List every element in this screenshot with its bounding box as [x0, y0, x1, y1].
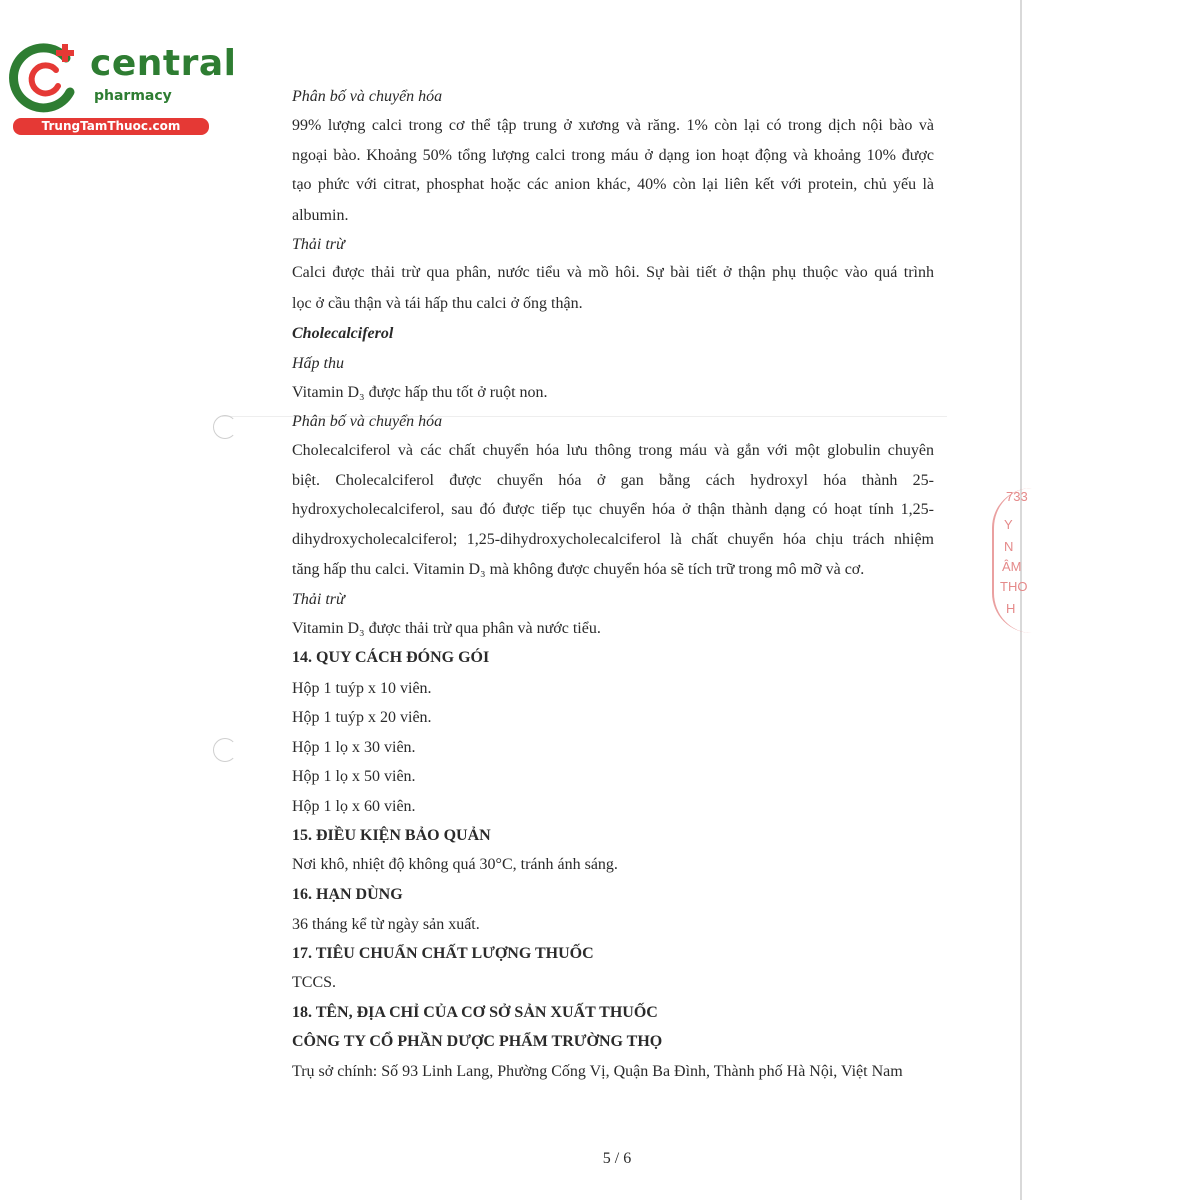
calci-elimination-heading: Thải trừ — [292, 236, 345, 253]
cholecalciferol-absorption-heading: Hấp thu — [292, 355, 344, 372]
calci-distribution-heading: Phân bố và chuyển hóa — [292, 88, 443, 105]
section-18-heading: 18. TÊN, ĐỊA CHỈ CỦA CƠ SỞ SẢN XUẤT THUỐC — [292, 1004, 658, 1021]
cholecalciferol-elimination-text: Vitamin D₃ được thải trừ qua phân và nước tiểu. — [292, 620, 601, 637]
cholecalciferol-heading: Cholecalciferol — [292, 325, 394, 342]
packaging-item: Hộp 1 lọ x 50 viên. — [292, 768, 416, 785]
quality-standard-text: TCCS. — [292, 974, 337, 991]
logo-brand-text: central — [90, 43, 237, 84]
stamp-char: H — [1006, 601, 1016, 616]
section-17-heading: 17. TIÊU CHUẨN CHẤT LƯỢNG THUỐC — [292, 945, 594, 962]
calci-distribution-text: albumin. — [292, 207, 349, 224]
calci-elimination-text: lọc ở cầu thận và tái hấp thu calci ở ống thận. — [292, 295, 583, 312]
calci-distribution-text: ngoại bào. Khoảng 50% tổng lượng calci trong máu ở dạng ion hoạt động và khoảng 10% được — [292, 147, 934, 164]
central-pharmacy-logo[interactable] — [8, 36, 237, 136]
cholecalciferol-distribution-text: Cholecalciferol và các chất chuyển hóa lưu thông trong máu và gắn với một globulin chuyên — [292, 442, 934, 459]
manufacturer-address: Trụ sở chính: Số 93 Linh Lang, Phường Cống Vị, Quận Ba Đình, Thành phố Hà Nội, Việt Nam — [292, 1063, 903, 1080]
stamp-char: N — [1004, 539, 1014, 554]
calci-elimination-text: Calci được thải trừ qua phân, nước tiểu và mồ hôi. Sự bài tiết ở thận phụ thuộc vào quá trình — [292, 264, 934, 281]
packaging-item: Hộp 1 lọ x 30 viên. — [292, 739, 416, 756]
stamp-char: Y — [1004, 517, 1013, 532]
page-number: 5 / 6 — [602, 1150, 632, 1167]
storage-text: Nơi khô, nhiệt độ không quá 30°C, tránh ánh sáng. — [292, 856, 618, 873]
packaging-item: Hộp 1 tuýp x 10 viên. — [292, 680, 432, 697]
punch-hole — [213, 738, 237, 762]
cholecalciferol-distribution-heading: Phân bố và chuyển hóa — [292, 413, 443, 430]
punch-hole — [213, 415, 237, 439]
stamp-char: THO — [1000, 579, 1028, 594]
packaging-item: Hộp 1 tuýp x 20 viên. — [292, 709, 432, 726]
section-15-heading: 15. ĐIỀU KIỆN BẢO QUẢN — [292, 827, 491, 844]
cholecalciferol-distribution-text: dihydroxycholecalciferol; 1,25-dihydroxycholecalciferol là chất chuyển hóa chịu trách nhiệm — [292, 531, 934, 548]
calci-distribution-text: 99% lượng calci trong cơ thể tập trung ở xương và răng. 1% còn lại có trong dịch nội bào và — [292, 117, 934, 134]
pharmacy-cross-logo-icon — [8, 36, 88, 116]
cholecalciferol-distribution-text: hydroxycholecalciferol, sau đó được tiếp tục chuyển hóa ở thận thành dạng có hoạt tính 1,25- — [292, 501, 934, 518]
cholecalciferol-elimination-heading: Thải trừ — [292, 591, 345, 608]
cholecalciferol-absorption-text: Vitamin D₃ được hấp thu tốt ở ruột non. — [292, 384, 548, 401]
cholecalciferol-distribution-text: tăng hấp thu calci. Vitamin D₃ mà không được chuyển hóa sẽ tích trữ trong mô mỡ và cơ. — [292, 561, 865, 578]
calci-distribution-text: tạo phức với citrat, phosphat hoặc các anion khác, 40% còn lại liên kết với protein, chủ yếu là — [292, 176, 934, 193]
shelf-life-text: 36 tháng kể từ ngày sản xuất. — [292, 916, 480, 933]
stamp-char: ÂM — [1002, 559, 1022, 574]
section-16-heading: 16. HẠN DÙNG — [292, 886, 403, 903]
logo-sub-text: pharmacy — [94, 88, 172, 104]
packaging-item: Hộp 1 lọ x 60 viên. — [292, 798, 416, 815]
stamp-char: 733 — [1006, 489, 1028, 504]
red-stamp-partial — [992, 488, 1026, 633]
section-14-heading: 14. QUY CÁCH ĐÓNG GÓI — [292, 649, 490, 666]
cholecalciferol-distribution-text: biệt. Cholecalciferol được chuyển hóa ở gan bằng cách hydroxyl hóa thành 25- — [292, 472, 934, 489]
manufacturer-name: CÔNG TY CỔ PHẦN DƯỢC PHẨM TRƯỜNG THỌ — [292, 1033, 663, 1050]
logo-url-badge[interactable]: TrungTamThuoc.com — [13, 118, 209, 135]
